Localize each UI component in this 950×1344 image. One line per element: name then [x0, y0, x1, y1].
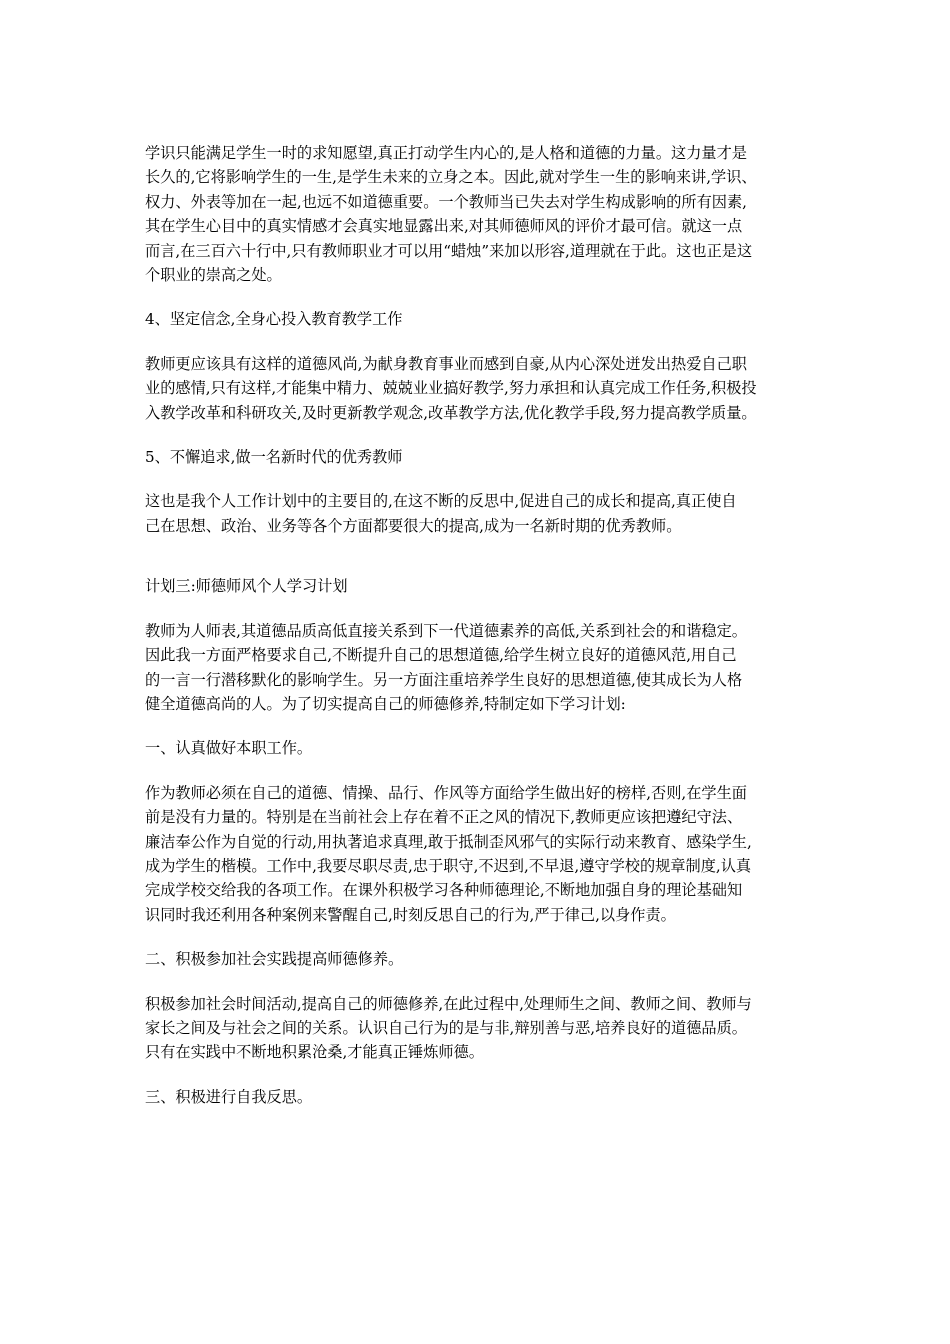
text-line: 健全道德高尚的人。为了切实提高自己的师德修养,特制定如下学习计划:: [145, 694, 626, 713]
plan-three-title: 计划三:师德师风个人学习计划: [145, 577, 348, 596]
text-line: 积极参加社会时间活动,提高自己的师德修养,在此过程中,处理师生之间、教师之间、教师与: [145, 994, 752, 1013]
document-body: [145, 141, 809, 1129]
section-heading-4: 4、坚定信念,全身心投入教育教学工作: [145, 310, 403, 329]
paragraph-plan-three-intro: [145, 619, 809, 717]
text-line: 教师为人师表,其道德品质高低直接关系到下一代道德素养的高低,关系到社会的和谐稳定。: [145, 621, 747, 640]
text-line: 而言,在三百六十行中,只有教师职业才可以用“蜡烛”来加以形容,道理就在于此。这也正是这: [145, 241, 753, 260]
text-line: 前是没有力量的。特别是在当前社会上存在着不正之风的情况下,教师更应该把遵纪守法、: [145, 808, 743, 827]
text-line: 廉洁奉公作为自觉的行动,用执著追求真理,敢于抵制歪风邪气的实际行动来教育、感染学生,: [145, 832, 752, 851]
text-line: 业的感情,只有这样,才能集中精力、兢兢业业搞好教学,努力承担和认真完成工作任务,积极投: [145, 379, 757, 398]
text-line: 其在学生心目中的真实情感才会真实地显露出来,对其师德师风的评价才最可信。就这一点: [145, 217, 743, 236]
text-line: 己在思想、政治、业务等各个方面都要很大的提高,成为一名新时期的优秀教师。: [145, 516, 682, 535]
text-line: 家长之间及与社会之间的关系。认识自己行为的是与非,辩别善与恶,培养良好的道德品质。: [145, 1018, 747, 1037]
subheading-two: 二、积极参加社会实践提高师德修养。: [145, 950, 404, 969]
paragraph-section-4: [145, 352, 809, 425]
text-line: 入教学改革和科研攻关,及时更新教学观念,改革教学方法,优化教学手段,努力提高教学质量。: [145, 403, 757, 422]
paragraph-intro: [145, 141, 809, 287]
text-line: 完成学校交给我的各项工作。在课外积极学习各种师德理论,不断地加强自身的理论基础知: [145, 881, 743, 900]
paragraph-two: [145, 992, 809, 1065]
text-line: 作为教师必须在自己的道德、情操、品行、作风等方面给学生做出好的榜样,否则,在学生面: [145, 783, 747, 802]
subheading-three: 三、积极进行自我反思。: [145, 1087, 313, 1106]
text-line: 的一言一行潜移默化的影响学生。另一方面注重培养学生良好的思想道德,使其成长为人格: [145, 670, 743, 689]
text-line: 因此我一方面严格要求自己,不断提升自己的思想道德,给学生树立良好的道德风范,用自己: [145, 646, 737, 665]
text-line: 成为学生的楷模。工作中,我要尽职尽责,忠于职守,不迟到,不早退,遵守学校的规章制度,认真: [145, 856, 752, 875]
section-heading-5: 5、不懈追求,做一名新时代的优秀教师: [145, 448, 403, 467]
text-line: 长久的,它将影响学生的一生,是学生未来的立身之本。因此,就对学生一生的影响来讲,学识、: [145, 168, 757, 187]
text-line: 学识只能满足学生一时的求知愿望,真正打动学生内心的,是人格和道德的力量。这力量才是: [145, 144, 747, 162]
text-line: 个职业的崇高之处。: [145, 266, 282, 285]
text-line: 识同时我还利用各种案例来警醒自己,时刻反思自己的行为,严于律己,以身作责。: [145, 905, 676, 924]
text-line: 教师更应该具有这样的道德风尚,为献身教育事业而感到自豪,从内心深处迸发出热爱自己职: [145, 354, 747, 373]
text-line: 权力、外表等加在一起,也远不如道德重要。一个教师当已失去对学生构成影响的所有因素,: [145, 192, 747, 211]
paragraph-one: [145, 781, 809, 927]
text-line: 这也是我个人工作计划中的主要目的,在这不断的反思中,促进自己的成长和提高,真正使自: [145, 492, 737, 511]
text-line: 只有在实践中不断地积累沧桑,才能真正锤炼师德。: [145, 1043, 484, 1062]
subheading-one: 一、认真做好本职工作。: [145, 739, 313, 758]
paragraph-section-5: [145, 489, 809, 538]
